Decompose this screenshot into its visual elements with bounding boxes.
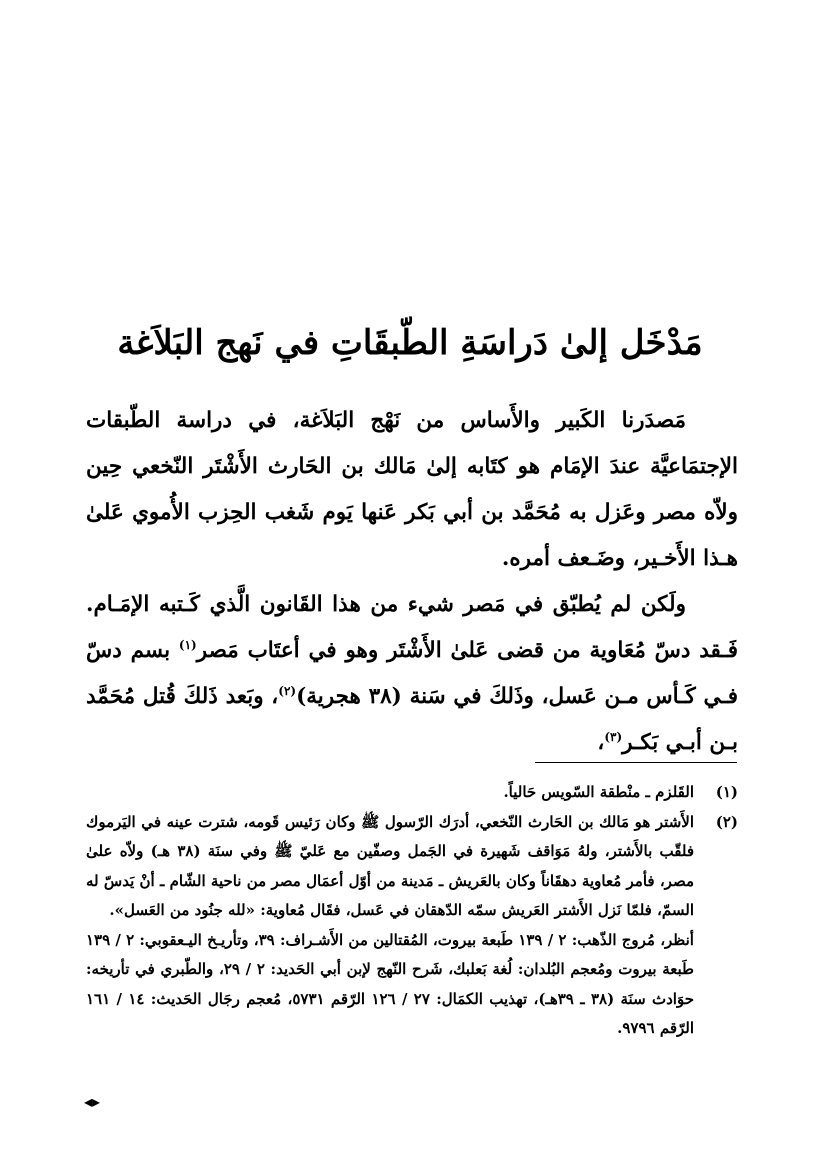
footnote-ref-2[interactable]: (٢) bbox=[278, 683, 297, 698]
footnote-line: الأَشتر هو مَالك بن الحَارث النّخعي، أدرَك الرّسول ﷺ وكان رَئيس قَومه، شترت عينه في اليَرموك فلقّب بالأَشتر، ولهُ مَوَاقف شَهيرة في الجَمل وصفّين مع عَليّ ﷺ وفي سنَة (٣٨ هـ) ولاّه علىٰ مصر، فأمر مُعاوية دهقَاناً وكان بالعَريش ـ مَدينة من أوّل أعمَال مصر من ناحية الشّام ـ أنْ يَدسّ له السمّ، فلمّا نَزل الأَشتر العَريش سمّه الدّهقان في عَسل، فقَال مُعاوية: «لله جنُود من العَسل». bbox=[86, 812, 694, 919]
paragraph-2-part-c: ، وبَعد ذَلكَ قُتل مُحَمَّد بـن أبـي بَكـر bbox=[86, 684, 738, 755]
footnote-1 bbox=[86, 778, 738, 808]
chapter-title: مَدْخَل إلىٰ دَراسَةِ الطّبقَاتِ في نَهج البَلاَغة bbox=[117, 323, 703, 363]
footnote-text bbox=[86, 808, 694, 1044]
paragraph-2-part-a: ولَكن لم يُطبّق في مَصر شيء من هذا القَانون الَّذي كَـتبه الإمَـام. فَـقد دسّ مُعَاوية من قضى عَلىٰ الأَشْتَر وهو في أعتَاب مَصر bbox=[86, 592, 738, 663]
main-text bbox=[86, 398, 738, 766]
paragraph-2 bbox=[86, 582, 738, 766]
page-ornament: ◂▸ bbox=[84, 1092, 101, 1111]
footnote-line: القَلزم ـ منْطقة السّويس حَالياً. bbox=[503, 783, 694, 801]
footnote-number: (١) bbox=[715, 783, 738, 801]
footnote-number: (٢) bbox=[715, 812, 738, 831]
footnote-line: أنظر، مُروج الذّهب: ٢ / ١٣٩ طَبعة بيروت، المُقتالين من الأَشـراف: ٣٩، وتأريـخ اليـعقوبي: ٢ / ١٣٩ طَبعة بيروت ومُعجم البُلدان: لُغة بَعلبك، شَرح النّهج لإبن أبي الحَديد: ٢ / ٢٩، والطّبري في تأريخه: حوَادث سنَة (٣٨ ـ ٣٩هـ)، تهذيب الكمَال: ٢٧ / ١٢٦ الرّقم ٥٧٣١، مُعجم رجَال الحَديث: ١٤ / ١٦١ الرّقم ٩٧٩٦. bbox=[86, 930, 694, 1037]
paragraph-2-part-b: بسم دسّ فـي كَـأس مـن عَسل، وذَلكَ في سَنة (٣٨ هجرية) bbox=[86, 638, 738, 709]
footnote-text bbox=[86, 778, 694, 808]
footnote-ref-1[interactable]: (١) bbox=[178, 637, 197, 652]
footnote-separator bbox=[535, 762, 737, 763]
footnotes bbox=[86, 778, 738, 1044]
footnote-2 bbox=[86, 808, 738, 1044]
paragraph-2-part-d: ، bbox=[597, 730, 605, 755]
paragraph-1: مَصدَرنا الكَبير والأَساس من نَهْج البَلاَغة، في دراسة الطّبقات الإجتمَاعيَّة عندَ الإمَام هو كتَابه إلىٰ مَالك بن الحَارث الأَشْتَر النّخعي حِين ولاّه مصر وعَزل به مُحَمَّد بن أبي بَكر عَنها يَوم شَغب الحِزب الأُموي عَلىٰ هـذا الأَخـير، وضَـعف أمره. bbox=[86, 408, 738, 571]
footnote-ref-3[interactable]: (٣) bbox=[604, 729, 623, 744]
